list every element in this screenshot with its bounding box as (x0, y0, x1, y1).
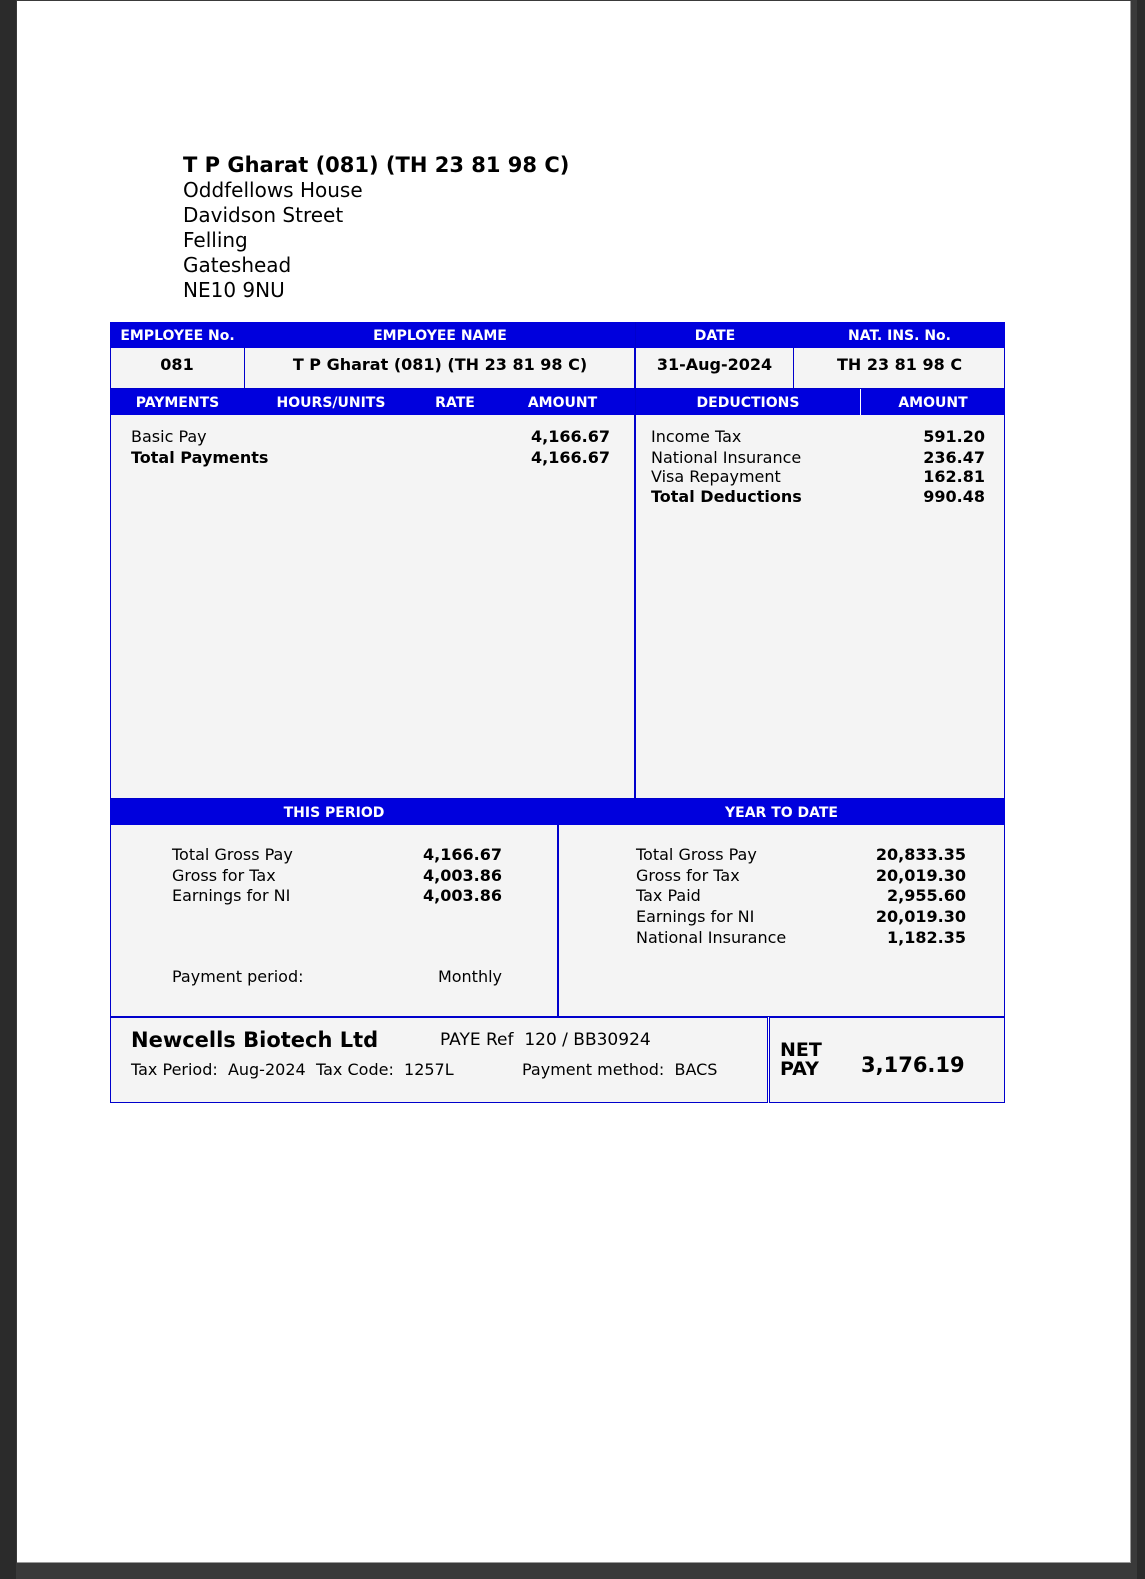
address-line: Davidson Street (183, 203, 344, 227)
period-row (172, 845, 502, 864)
payslip-page (17, 1, 1131, 1563)
paye-ref (440, 1030, 651, 1050)
employee-name-value: T P Gharat (081) (TH 23 81 98 C) (292, 355, 588, 374)
summary-header-bar (110, 799, 1005, 825)
ytd-row (636, 866, 966, 885)
deduction-amount: 990.48 (923, 487, 985, 506)
viewer-left-border (0, 0, 16, 1579)
payment-period-value: Monthly (437, 967, 502, 986)
address-name: T P Gharat (081) (TH 23 81 98 C) (183, 153, 570, 177)
deduction-label: National Insurance (651, 448, 802, 467)
ytd-label: Tax Paid (636, 886, 701, 905)
deduction-amount: 162.81 (923, 467, 985, 486)
payment-amount: 4,166.67 (531, 448, 610, 467)
ytd-amount: 2,955.60 (887, 886, 966, 905)
ytd-row (636, 928, 966, 947)
deduction-label: Income Tax (651, 427, 742, 446)
date-label: DATE (694, 328, 736, 344)
payment-method-value: BACS (674, 1060, 718, 1079)
employee-name-label: EMPLOYEE NAME (373, 328, 507, 344)
period-label: Gross for Tax (172, 866, 276, 885)
paye-label: PAYE Ref (440, 1030, 514, 1050)
period-label: Total Gross Pay (172, 845, 293, 864)
company-name: Newcells Biotech Ltd (131, 1028, 379, 1052)
ytd-amount: 20,833.35 (875, 845, 966, 864)
ytd-amount: 20,019.30 (875, 866, 966, 885)
payment-method-label: Payment method: (522, 1060, 665, 1079)
tax-period-value: Aug-2024 (227, 1060, 306, 1079)
deduction-label: Total Deductions (651, 487, 802, 506)
deduction-amount: 236.47 (923, 448, 985, 467)
ytd-label: Total Gross Pay (636, 845, 757, 864)
ytd-row (636, 845, 966, 864)
date-value: 31-Aug-2024 (656, 355, 773, 374)
address-line: Felling (183, 228, 248, 252)
payment-label: Total Payments (131, 448, 269, 467)
deductions-amount-label: AMOUNT (898, 395, 968, 411)
tax-code-value: 1257L (404, 1060, 454, 1079)
deduction-row (651, 448, 985, 467)
ytd-row (636, 907, 966, 926)
deductions-label: DEDUCTIONS (696, 395, 800, 411)
amount-label: AMOUNT (527, 395, 598, 411)
address-line: NE10 9NU (183, 278, 285, 302)
ytd-amount: 1,182.35 (887, 928, 966, 947)
employee-header-bar (110, 322, 635, 348)
ytd-row (636, 886, 966, 905)
net-pay-label (780, 1041, 822, 1079)
payment-period-label: Payment period: (172, 967, 304, 986)
deduction-label: Visa Repayment (651, 467, 781, 486)
net-label: NET (780, 1039, 822, 1061)
viewer-right-border (1137, 0, 1145, 1579)
period-row (172, 886, 502, 905)
deductions-header-bar (636, 389, 1005, 415)
pay-label: PAY (780, 1058, 819, 1080)
payments-header-bar (110, 389, 635, 415)
ytd-amount: 20,019.30 (875, 907, 966, 926)
paye-value: 120 / BB30924 (524, 1030, 651, 1050)
ytd-label: Gross for Tax (636, 866, 740, 885)
deduction-row (651, 467, 985, 486)
period-label: Earnings for NI (172, 886, 291, 905)
tax-code-label: Tax Code: (316, 1060, 394, 1079)
payment-amount: 4,166.67 (531, 427, 610, 446)
ni-number-value: TH 23 81 98 C (836, 355, 963, 374)
address-line: Oddfellows House (183, 178, 363, 202)
period-row (172, 866, 502, 885)
net-pay-value: 3,176.19 (861, 1053, 965, 1077)
payment-method (522, 1060, 717, 1079)
ytd-label: National Insurance (636, 928, 787, 947)
deduction-row (651, 427, 985, 446)
rate-label: RATE (435, 395, 475, 411)
payment-total-row (131, 448, 610, 467)
payments-label: PAYMENTS (135, 395, 220, 411)
hours-units-label: HOURS/UNITS (276, 395, 386, 411)
tax-period (131, 1060, 306, 1079)
payment-label: Basic Pay (131, 427, 207, 446)
ytd-label: Earnings for NI (636, 907, 755, 926)
date-header-bar (636, 322, 1005, 348)
header-divider (860, 389, 861, 415)
period-amount: 4,003.86 (423, 866, 502, 885)
address-block (183, 153, 569, 303)
employee-no-label: EMPLOYEE No. (120, 328, 235, 344)
payment-row (131, 427, 610, 446)
year-to-date-title: YEAR TO DATE (725, 805, 838, 821)
tax-period-label: Tax Period: (131, 1060, 218, 1079)
ni-label: NAT. INS. No. (848, 328, 951, 344)
deduction-amount: 591.20 (923, 427, 985, 446)
employee-no-value: 081 (160, 355, 194, 374)
deduction-total-row (651, 487, 985, 506)
payment-period-row (172, 967, 502, 986)
this-period-title: THIS PERIOD (283, 805, 385, 821)
address-line: Gateshead (183, 253, 292, 277)
period-amount: 4,003.86 (423, 886, 502, 905)
period-amount: 4,166.67 (423, 845, 502, 864)
tax-code (316, 1060, 454, 1079)
